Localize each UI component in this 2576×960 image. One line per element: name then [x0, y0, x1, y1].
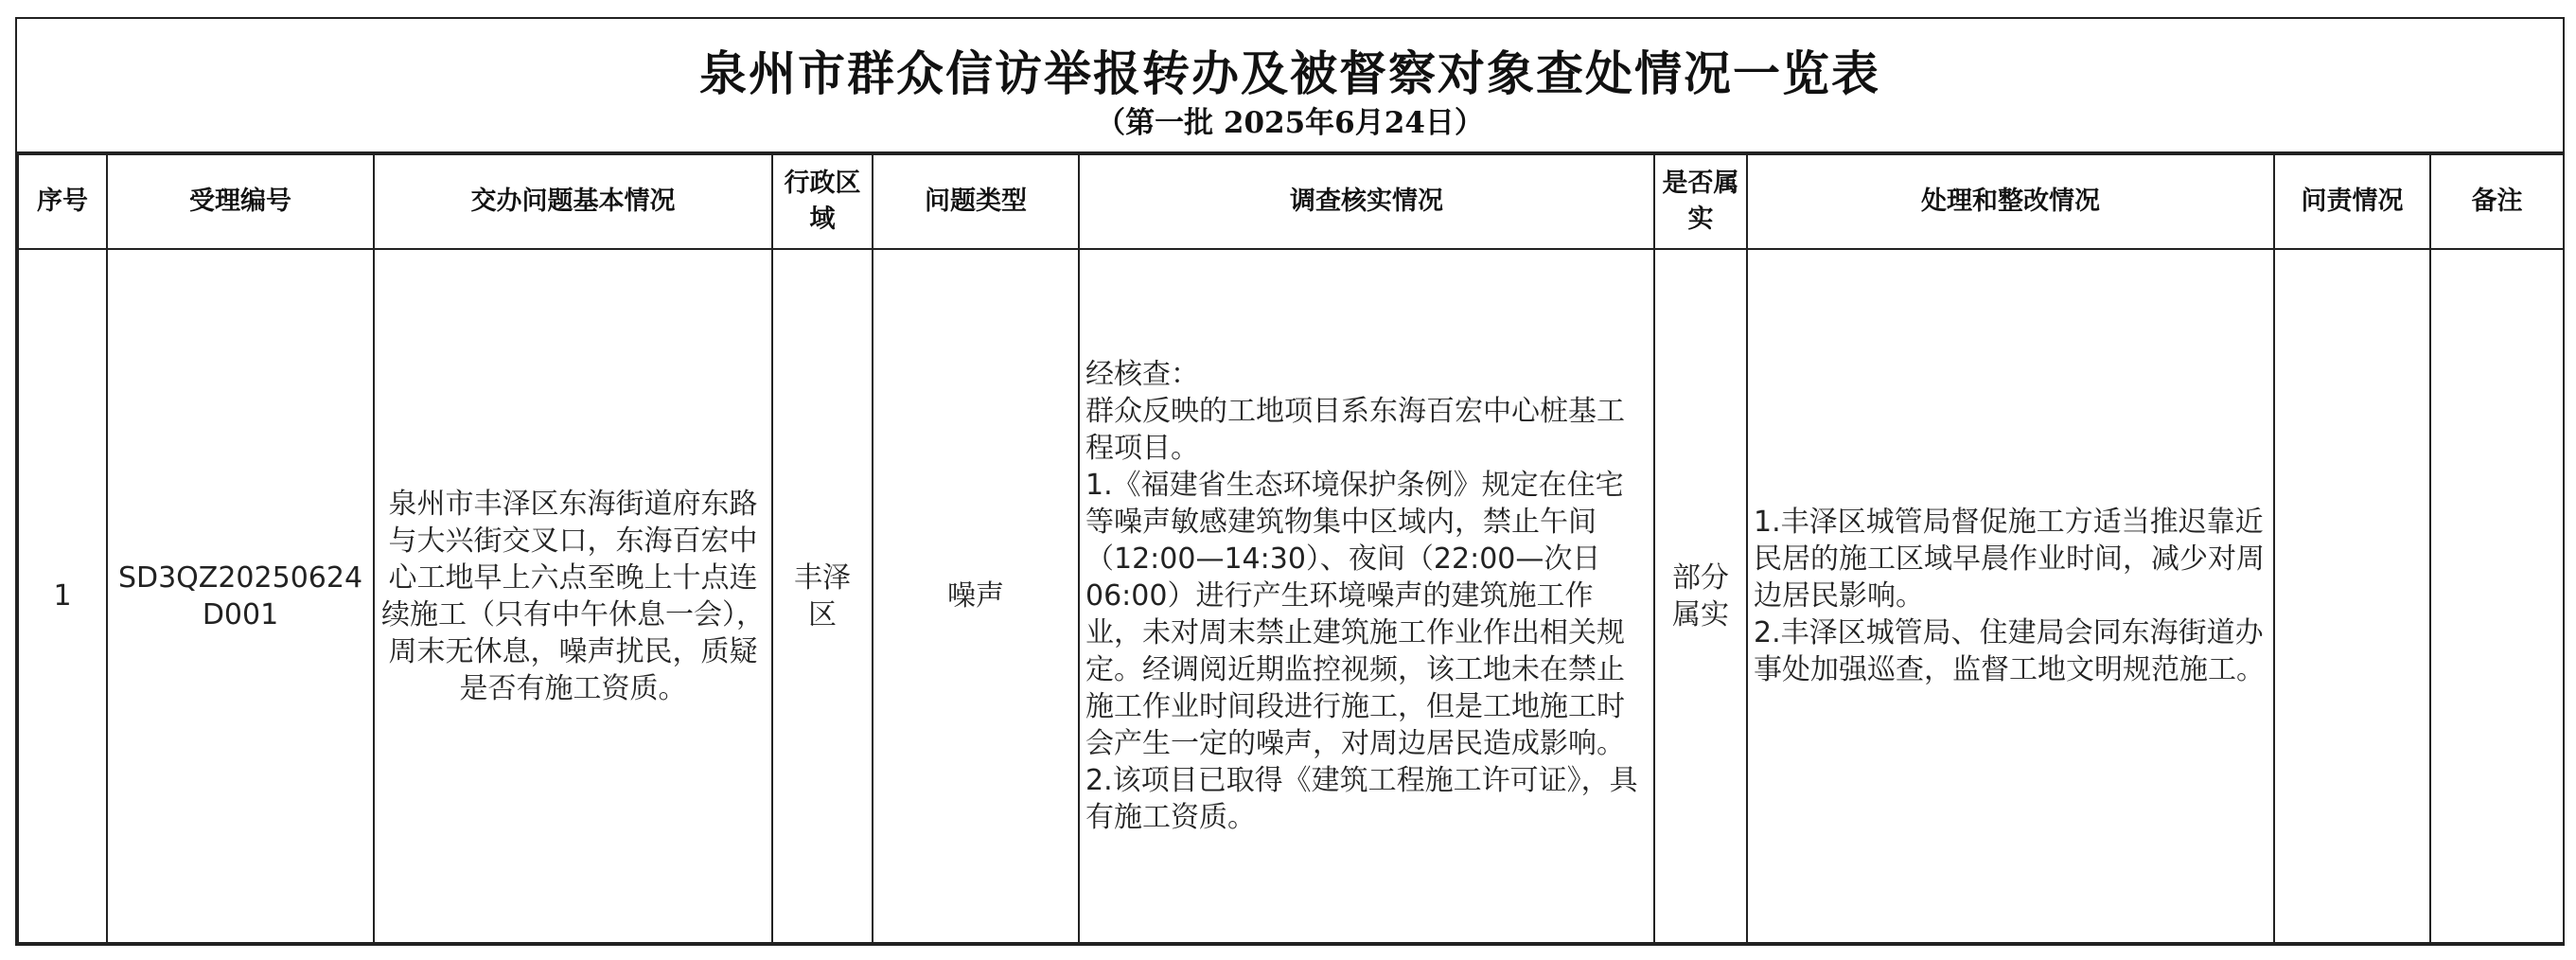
cell-basic-info: 泉州市丰泽区东海街道府东路与大兴街交叉口，东海百宏中心工地早上六点至晚上十点连续施工（只有中午休息一会），周末无休息，噪声扰民，质疑是否有施工资质。	[374, 249, 772, 943]
document-title: 泉州市群众信访举报转办及被督察对象查处情况一览表	[699, 45, 1880, 101]
document-subtitle: （第一批 2025年6月24日）	[1096, 106, 1484, 140]
investigation-paragraph-1: 群众反映的工地项目系东海百宏中心桩基工程项目。	[1085, 395, 1625, 465]
investigation-intro: 经核查：	[1085, 358, 1199, 391]
cell-case-no: SD3QZ20250624D001	[107, 249, 374, 943]
cell-seq: 1	[18, 249, 107, 943]
cell-accountability	[2274, 249, 2430, 943]
document-sheet	[15, 17, 2565, 946]
cell-issue-type: 噪声	[873, 249, 1079, 943]
header-basic-info: 交办问题基本情况	[374, 154, 772, 249]
header-remarks: 备注	[2430, 154, 2564, 249]
header-handling: 处理和整改情况	[1747, 154, 2274, 249]
cell-handling	[1747, 249, 2274, 943]
investigation-paragraph-2: 1.《福建省生态环境保护条例》规定在住宅等噪声敏感建筑物集中区域内，禁止午间（12:00—14:30）、夜间（22:00—次日06:00）进行产生环境噪声的建筑施工作业，未对周末禁止建筑施工作业作出相关规定。经调阅近期监控视频，该工地未在禁止施工作业时间段进行施工，但是工地施工时会产生一定的噪声，对周边居民造成影响。	[1085, 469, 1625, 760]
table-header-row	[18, 154, 2564, 249]
header-investigation: 调查核实情况	[1079, 154, 1654, 249]
table-row	[18, 249, 2564, 943]
header-region: 行政区域	[772, 154, 873, 249]
cell-investigation	[1079, 249, 1654, 943]
cases-table	[17, 153, 2565, 944]
header-accountability: 问责情况	[2274, 154, 2430, 249]
header-issue-type: 问题类型	[873, 154, 1079, 249]
cell-remarks	[2430, 249, 2564, 943]
title-block	[17, 19, 2563, 153]
header-is-true: 是否属实	[1654, 154, 1747, 249]
cell-is-true: 部分属实	[1654, 249, 1747, 943]
handling-paragraph-2: 2.丰泽区城管局、住建局会同东海街道办事处加强巡查，监督工地文明规范施工。	[1754, 616, 2265, 686]
handling-paragraph-1: 1.丰泽区城管局督促施工方适当推迟靠近民居的施工区域早晨作业时间，减少对周边居民影响。	[1754, 506, 2265, 613]
header-case-no: 受理编号	[107, 154, 374, 249]
investigation-paragraph-3: 2.该项目已取得《建筑工程施工许可证》，具有施工资质。	[1085, 764, 1638, 834]
header-seq: 序号	[18, 154, 107, 249]
cell-region: 丰泽区	[772, 249, 873, 943]
